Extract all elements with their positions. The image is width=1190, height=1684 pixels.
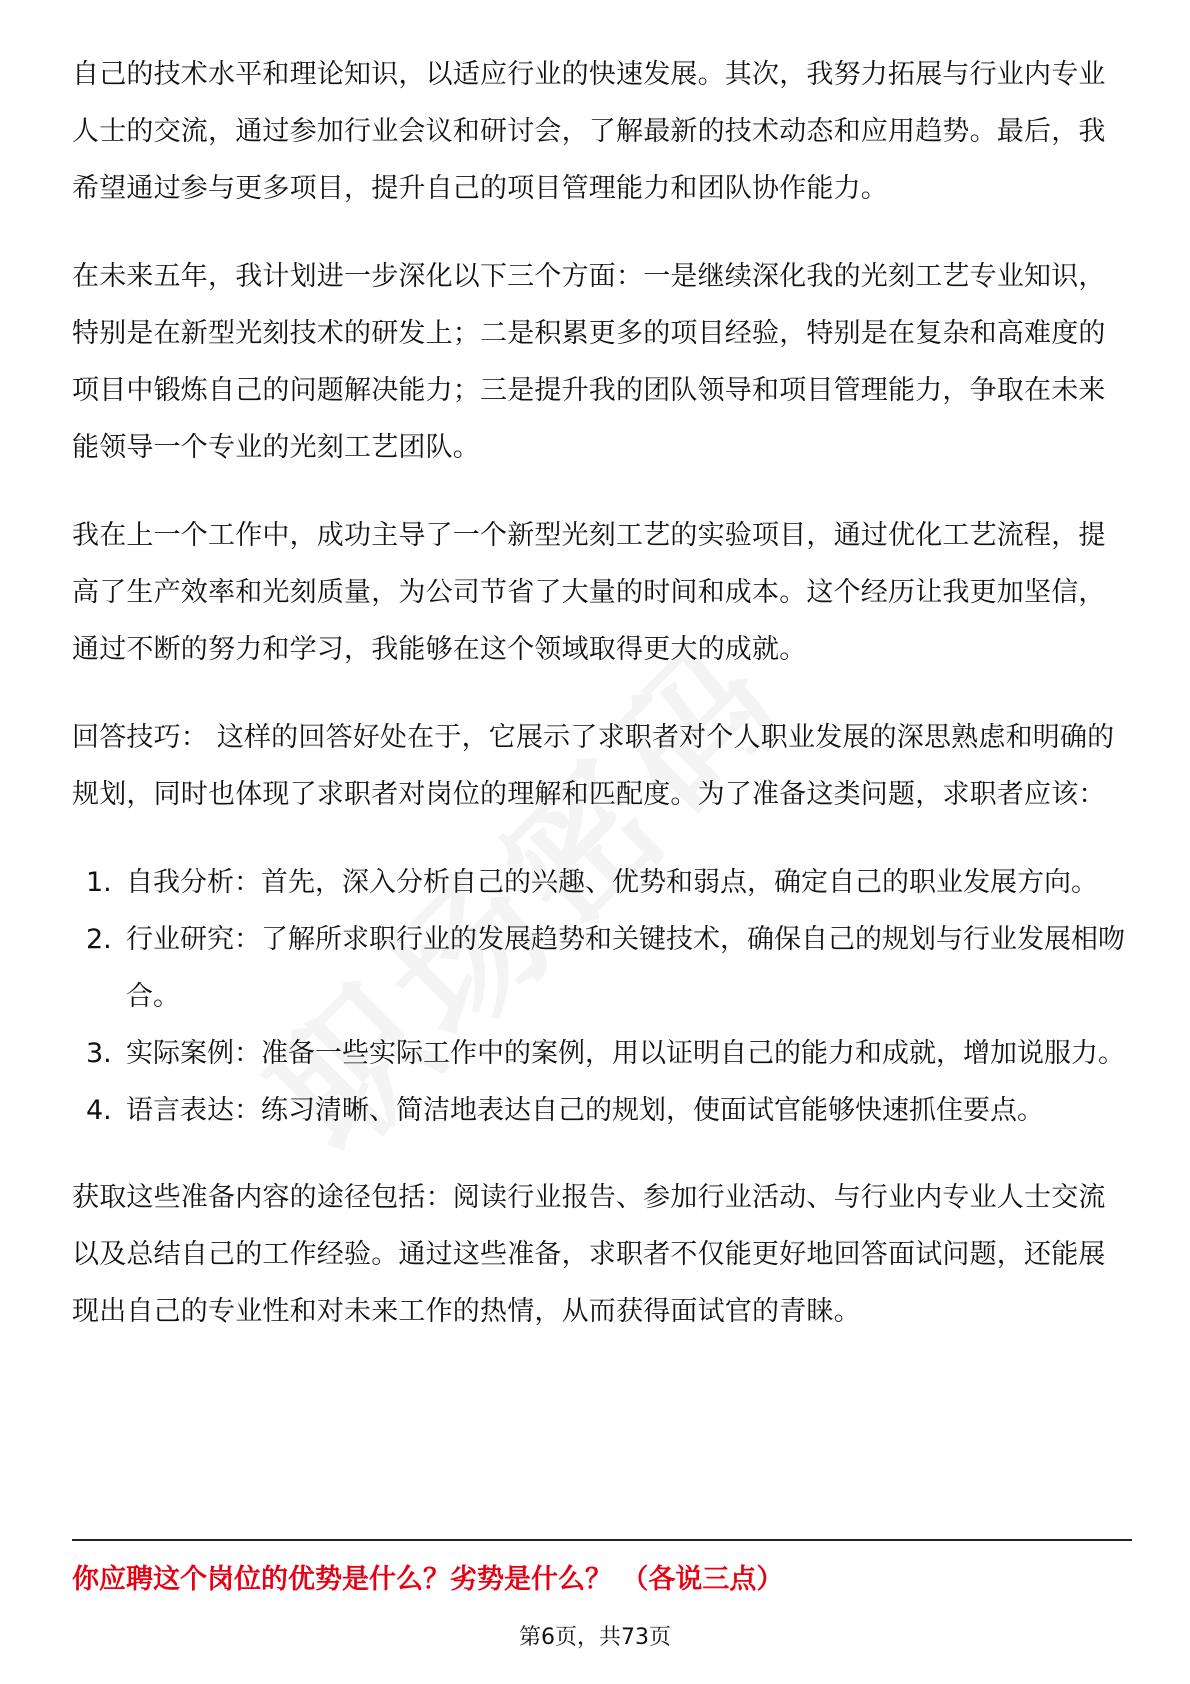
list-item: [72, 1082, 1132, 1139]
list-item-text: 自我分析：首先，深入分析自己的兴趣、优势和弱点，确定自己的职业发展方向。: [126, 867, 1098, 898]
next-question-heading: 你应聘这个岗位的优势是什么？劣势是什么？ （各说三点）: [72, 1564, 784, 1595]
page-number: 第6页，共73页: [519, 1625, 671, 1650]
list-item-number: 2.: [86, 924, 112, 955]
list-item-text: 语言表达：练习清晰、简洁地表达自己的规划，使面试官能够快速抓住要点。: [126, 1095, 1044, 1126]
list-item: [72, 911, 1132, 1025]
list-item: [72, 854, 1132, 911]
closing-paragraph: 获取这些准备内容的途径包括：阅读行业报告、参加行业活动、与行业内专业人士交流以及总结自己的工作经验。通过这些准备，求职者不仅能更好地回答面试问题，还能展现出自己的专业性和对未来工作的热情，从而获得面试官的青睐。: [72, 1182, 1106, 1327]
answer-tips-paragraph: 回答技巧： 这样的回答好处在于，它展示了求职者对个人职业发展的深思熟虑和明确的规划，同时也体现了求职者对岗位的理解和匹配度。为了准备这类问题，求职者应该：: [72, 722, 1115, 810]
document-body: [72, 46, 1132, 1371]
paragraph-2: 在未来五年，我计划进一步深化以下三个方面：一是继续深化我的光刻工艺专业知识，特别是在新型光刻技术的研发上；二是积累更多的项目经验，特别是在复杂和高难度的项目中锻炼自己的问题解决能力；三是提升我的团队领导和项目管理能力，争取在未来能领导一个专业的光刻工艺团队。: [72, 261, 1106, 463]
tips-list: [72, 854, 1132, 1139]
list-item-text: 实际案例：准备一些实际工作中的案例，用以证明自己的能力和成就，增加说服力。: [126, 1038, 1125, 1069]
list-item-number: 1.: [86, 867, 112, 898]
list-item-number: 4.: [86, 1095, 112, 1126]
paragraph-1: 自己的技术水平和理论知识，以适应行业的快速发展。其次，我努力拓展与行业内专业人士的交流，通过参加行业会议和研讨会，了解最新的技术动态和应用趋势。最后，我希望通过参与更多项目，提升自己的项目管理能力和团队协作能力。: [72, 59, 1106, 204]
list-item-text: 行业研究：了解所求职行业的发展趋势和关键技术，确保自己的规划与行业发展相吻合。: [126, 924, 1125, 1012]
list-item: [72, 1025, 1132, 1082]
paragraph-3: 我在上一个工作中，成功主导了一个新型光刻工艺的实验项目，通过优化工艺流程，提高了生产效率和光刻质量，为公司节省了大量的时间和成本。这个经历让我更加坚信，通过不断的努力和学习，我能够在这个领域取得更大的成就。: [72, 520, 1106, 665]
list-item-number: 3.: [86, 1038, 112, 1069]
section-divider: [72, 1539, 1132, 1541]
